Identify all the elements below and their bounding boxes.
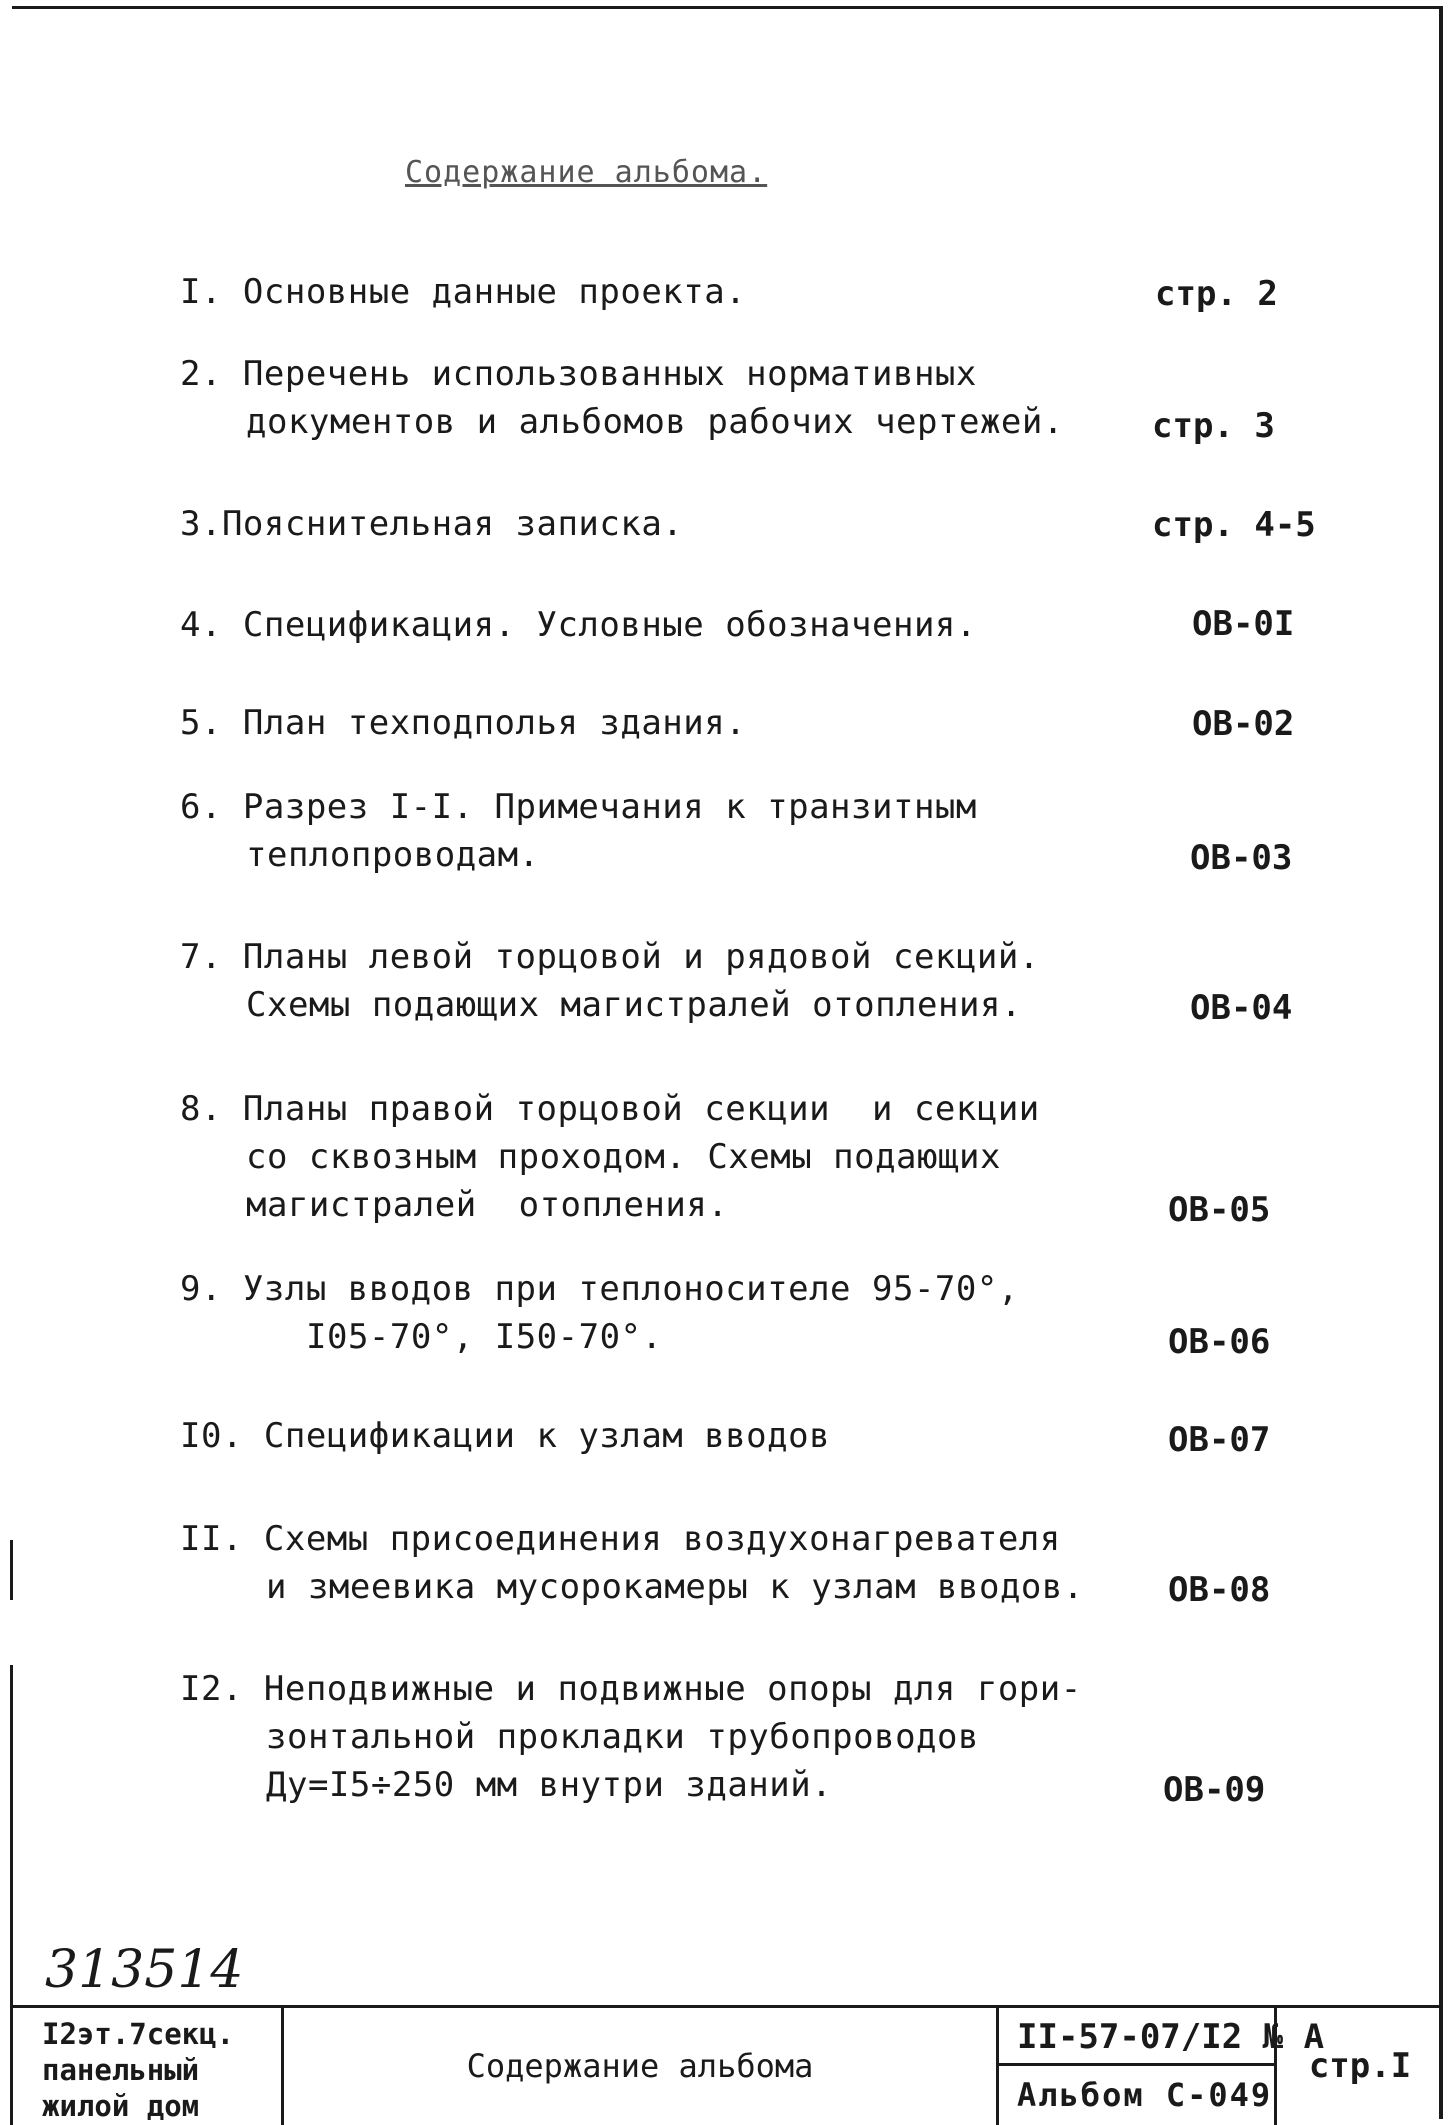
toc-item-text: 5. План техподполья здания. xyxy=(180,703,747,743)
toc-item-text: 9. Узлы вводов при теплоносителе 95-70°, xyxy=(180,1269,1019,1309)
toc-item-3 xyxy=(180,500,683,548)
toc-item-text: I2. Неподвижные и подвижные опоры для гори- xyxy=(180,1669,1082,1709)
toc-item-9 xyxy=(180,1265,1019,1361)
title-block xyxy=(12,2005,1443,2125)
title-block-series xyxy=(999,2008,1325,2125)
toc-item-text: I. Основные данные проекта. xyxy=(180,272,747,312)
toc-ref-5: ОВ-02 xyxy=(1192,704,1295,744)
toc-item-text: I0. Спецификации к узлам вводов xyxy=(180,1416,831,1456)
document-title: Содержание альбома. xyxy=(405,155,768,190)
toc-item-4 xyxy=(180,601,977,649)
left-edge-mark xyxy=(10,1540,13,1600)
toc-item-text: магистралей отопления. xyxy=(246,1185,729,1225)
toc-item-text: I05-70°, I50-70°. xyxy=(306,1317,663,1357)
toc-item-12 xyxy=(180,1665,1082,1809)
toc-ref-1: стр. 2 xyxy=(1155,274,1278,314)
toc-item-text: 4. Спецификация. Условные обозначения. xyxy=(180,605,977,645)
toc-item-text: 2. Перечень использованных нормативных xyxy=(180,354,977,394)
toc-item-text: Схемы подающих магистралей отопления. xyxy=(246,985,1022,1025)
toc-item-text: и змеевика мусорокамеры к узлам вводов. xyxy=(266,1567,1084,1607)
handwritten-inventory-number: 313514 xyxy=(45,1940,244,2000)
toc-item-text: теплопроводам. xyxy=(246,835,540,875)
toc-item-5 xyxy=(180,699,746,747)
toc-ref-3: стр. 4-5 xyxy=(1152,505,1316,545)
toc-item-1 xyxy=(180,268,746,316)
toc-item-6 xyxy=(180,783,977,879)
building-line: жилой дом xyxy=(42,2089,200,2123)
toc-item-text: 3.Пояснительная записка. xyxy=(180,504,684,544)
toc-ref-9: ОВ-06 xyxy=(1168,1322,1271,1362)
toc-item-text: 8. Планы правой торцовой секции и секции xyxy=(180,1089,1040,1129)
album-code: Альбом С-049 xyxy=(1017,2076,1273,2114)
toc-item-text: 6. Разрез I-I. Примечания к транзитным xyxy=(180,787,977,827)
toc-item-text: 7. Планы левой торцовой и рядовой секций. xyxy=(180,937,1040,977)
toc-item-text: зонтальной прокладки трубопроводов xyxy=(266,1717,979,1757)
title-block-sheet-name: Содержание альбома xyxy=(284,2008,999,2125)
toc-item-8 xyxy=(180,1085,1040,1229)
toc-ref-4: ОВ-0I xyxy=(1192,604,1295,644)
toc-item-text: со сквозным проходом. Схемы подающих xyxy=(246,1137,1001,1177)
toc-item-text: II. Схемы присоединения воздухонагревателя xyxy=(180,1519,1061,1559)
toc-ref-12: ОВ-09 xyxy=(1163,1770,1266,1810)
toc-ref-6: ОВ-03 xyxy=(1190,838,1293,878)
toc-ref-11: ОВ-08 xyxy=(1168,1570,1271,1610)
toc-item-10 xyxy=(180,1412,830,1460)
toc-item-2 xyxy=(180,350,1064,446)
building-line: панельный xyxy=(42,2053,200,2087)
building-line: I2эт.7секц. xyxy=(42,2017,235,2051)
toc-ref-10: ОВ-07 xyxy=(1168,1420,1271,1460)
toc-ref-7: ОВ-04 xyxy=(1190,988,1293,1028)
toc-ref-2: стр. 3 xyxy=(1152,406,1275,446)
title-block-building xyxy=(12,2008,284,2125)
toc-item-text: документов и альбомов рабочих чертежей. xyxy=(246,402,1064,442)
toc-item-text: Ду=I5÷250 мм внутри зданий. xyxy=(266,1765,833,1805)
toc-item-7 xyxy=(180,933,1040,1029)
toc-item-11 xyxy=(180,1515,1084,1611)
series-code: II-57-07/I2 № А xyxy=(999,2008,1274,2066)
toc-ref-8: ОВ-05 xyxy=(1168,1190,1271,1230)
title-block-page: стр.I xyxy=(1308,2046,1412,2086)
